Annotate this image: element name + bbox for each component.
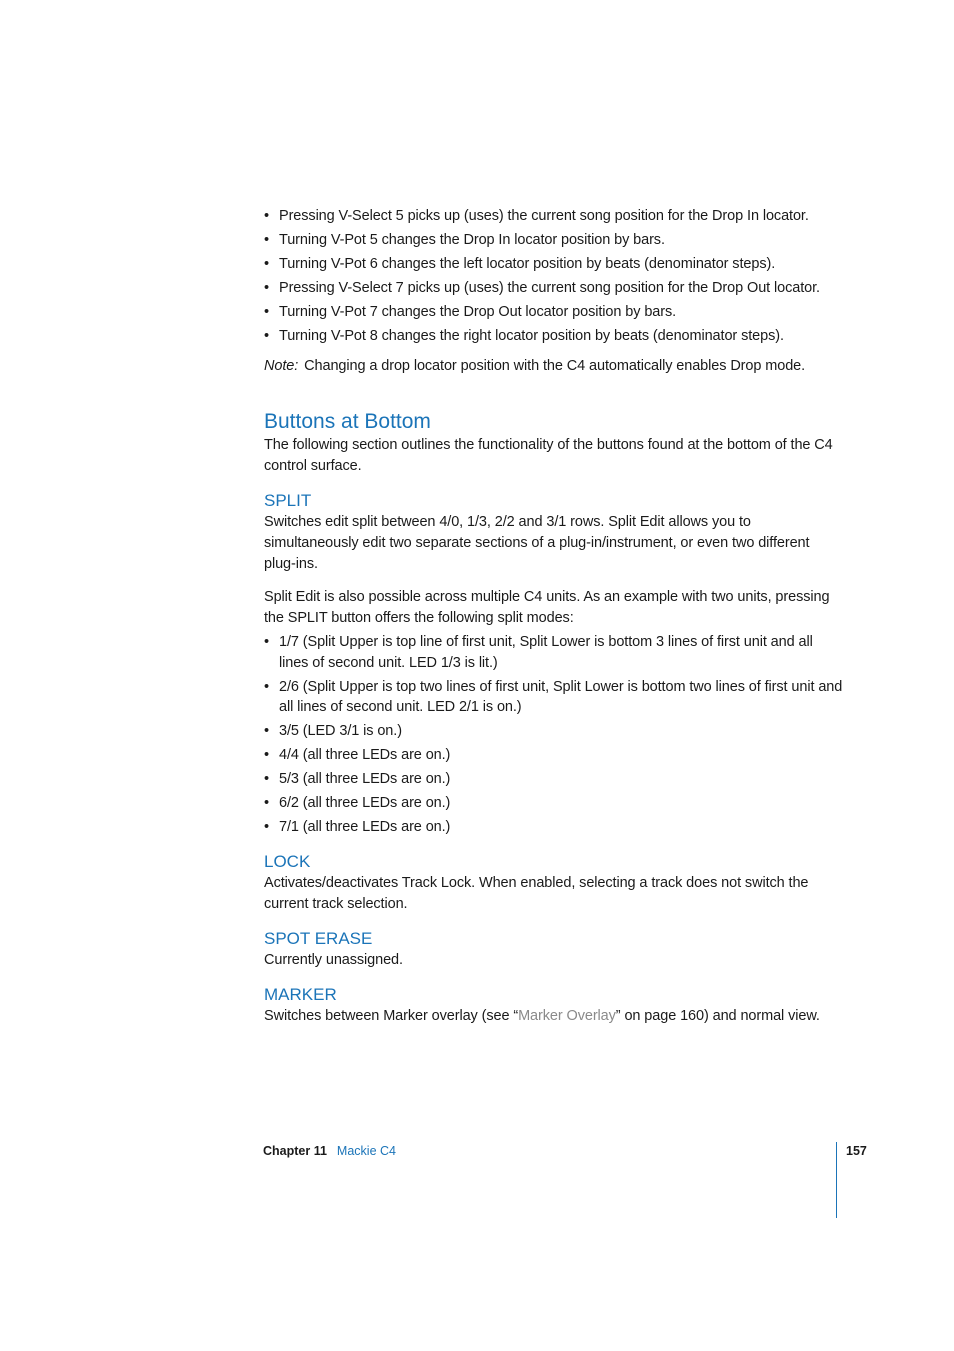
list-item: • 1/7 (Split Upper is top line of first unit, Split Lower is bottom 3 lines of first unit and all lines of second unit. LED 1/3 is lit.): [264, 632, 844, 673]
spot-erase-heading: SPOT ERASE: [264, 928, 373, 948]
page-number: 157: [846, 1144, 867, 1158]
list-item: • 3/5 (LED 3/1 is on.): [264, 721, 844, 742]
list-item: • 2/6 (Split Upper is top two lines of first unit, Split Lower is bottom two lines of first unit and all lines of second unit. LED 2/1 is on.): [264, 677, 844, 718]
lock-description: Activates/deactivates Track Lock. When enabled, selecting a track does not switch the current track selection.: [264, 874, 809, 912]
spot-erase-description: Currently unassigned.: [264, 951, 403, 968]
footer-chapter: Chapter 11: [263, 1144, 327, 1158]
marker-overlay-link[interactable]: Marker Overlay: [518, 1007, 616, 1024]
list-item: • Turning V-Pot 5 changes the Drop In locator position by bars.: [264, 230, 844, 251]
footer-chapter-title[interactable]: Mackie C4: [336, 1144, 396, 1158]
list-item: • 7/1 (all three LEDs are on.): [264, 817, 844, 838]
marker-heading: MARKER: [264, 984, 337, 1004]
note-paragraph: [264, 356, 844, 377]
list-item: • Pressing V-Select 5 picks up (uses) the current song position for the Drop In locator.: [264, 206, 844, 227]
note-label: Note:: [264, 357, 299, 374]
split-description: Switches edit split between 4/0, 1/3, 2/2 and 3/1 rows. Split Edit allows you to simultaneously edit two separate sections of a plug-in/instrument, or even two different plug-ins.: [264, 514, 810, 572]
lock-heading: LOCK: [264, 851, 311, 871]
note-text: Changing a drop locator position with the C4 automatically enables Drop mode.: [304, 357, 806, 374]
list-item: • 4/4 (all three LEDs are on.): [264, 745, 844, 766]
marker-text-after: ” on page 160) and normal view.: [615, 1007, 820, 1024]
marker-description: [264, 1006, 844, 1027]
section-intro: The following section outlines the functionality of the buttons found at the bottom of the C4 control surface.: [264, 437, 833, 474]
split-heading: SPLIT: [264, 491, 312, 510]
split-modes-list: [264, 632, 844, 838]
footer-divider: [836, 1142, 837, 1218]
list-item: • Pressing V-Select 7 picks up (uses) the current song position for the Drop Out locator.: [264, 278, 844, 299]
drop-locator-list: [264, 206, 844, 347]
list-item: • Turning V-Pot 8 changes the right locator position by beats (denominator steps).: [264, 326, 844, 347]
page-footer: [263, 1143, 396, 1159]
list-item: • 6/2 (all three LEDs are on.): [264, 793, 844, 814]
list-item: • Turning V-Pot 6 changes the left locator position by beats (denominator steps).: [264, 254, 844, 275]
split-multi-unit-text: Split Edit is also possible across multiple C4 units. As an example with two units, pressing the SPLIT button offers the following split modes:: [264, 589, 830, 626]
section-title: Buttons at Bottom: [264, 410, 431, 433]
marker-text-before: Switches between Marker overlay (see “: [264, 1007, 519, 1024]
list-item: • 5/3 (all three LEDs are on.): [264, 769, 844, 790]
page-content: [264, 206, 844, 1027]
list-item: • Turning V-Pot 7 changes the Drop Out locator position by bars.: [264, 302, 844, 323]
